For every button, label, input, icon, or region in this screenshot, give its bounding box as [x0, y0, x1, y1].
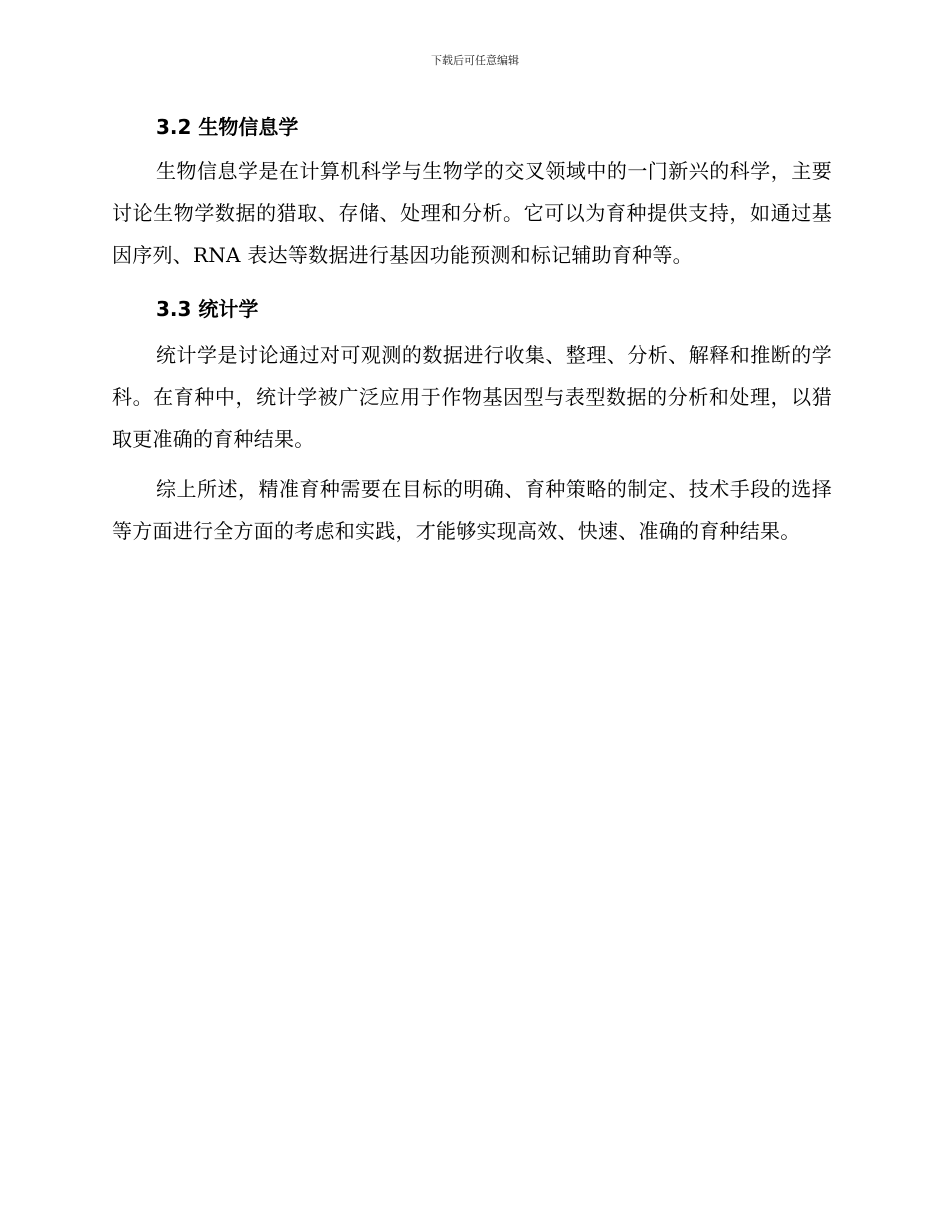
page-header-note: 下载后可任意编辑 [431, 54, 519, 67]
paragraph-bioinformatics: 生物信息学是在计算机科学与生物学的交叉领域中的一门新兴的科学，主要讨论生物学数据的猎取、存储、处理和分析。它可以为育种提供支持，如通过基因序列、RNA 表达等数据进行基因功能预测和标记辅助育种等。 [112, 159, 832, 267]
section-heading-statistics: 3.3 统计学 [156, 297, 259, 321]
document-content [112, 112, 832, 552]
paragraph-summary: 综上所述，精准育种需要在目标的明确、育种策略的制定、技术手段的选择等方面进行全方面的考虑和实践，才能够实现高效、快速、准确的育种结果。 [112, 477, 832, 543]
section-heading-bioinformatics: 3.2 生物信息学 [156, 115, 299, 139]
paragraph-statistics: 统计学是讨论通过对可观测的数据进行收集、整理、分析、解释和推断的学科。在育种中，统计学被广泛应用于作物基因型与表型数据的分析和处理，以猎取更准确的育种结果。 [112, 343, 832, 451]
